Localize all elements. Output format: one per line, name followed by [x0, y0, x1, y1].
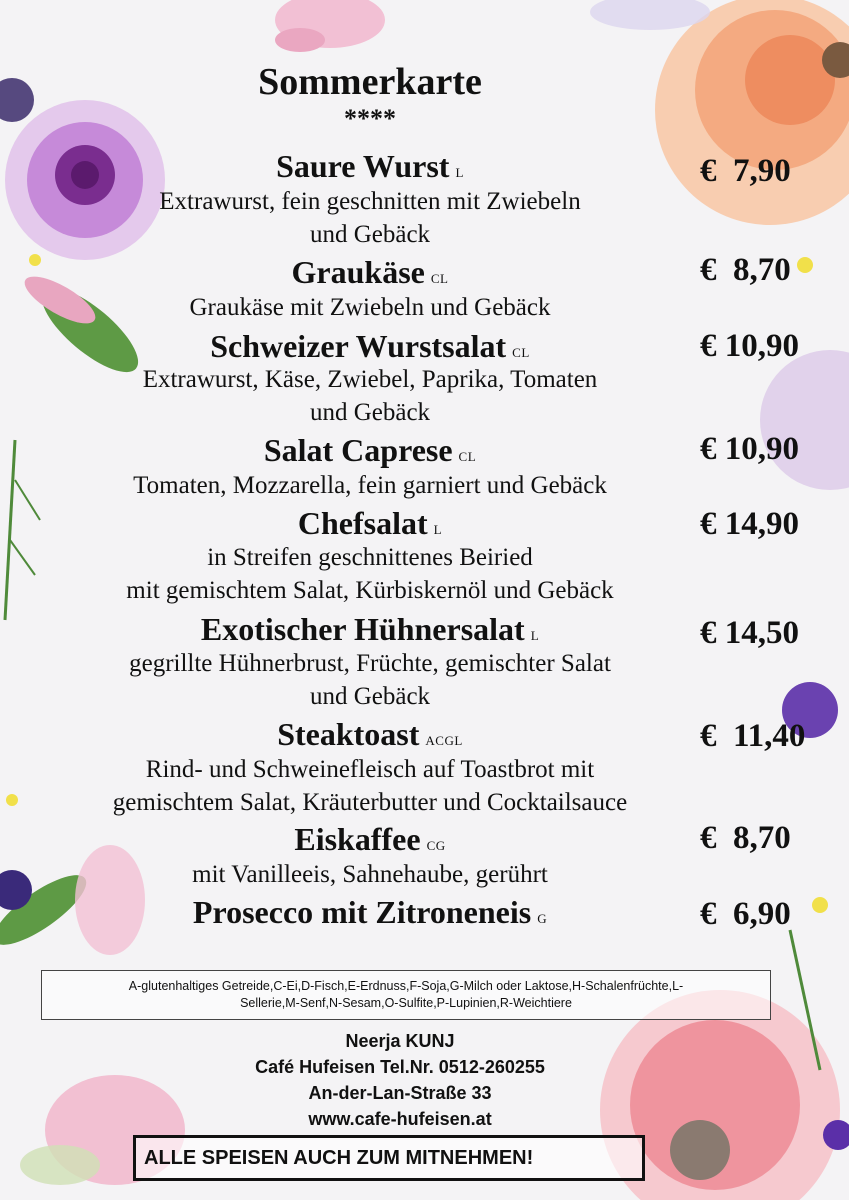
menu-item-desc: Graukäse mit Zwiebeln und Gebäck: [189, 294, 551, 321]
menu-item-desc: gegrillte Hühnerbrust, Früchte, gemischter Salat: [129, 650, 611, 677]
item-name-text: Saure Wurst: [276, 148, 450, 184]
menu-item-desc: Extrawurst, Käse, Zwiebel, Paprika, Tomaten: [142, 366, 598, 393]
allergen-code: L: [455, 165, 464, 180]
allergen-code: G: [537, 911, 548, 926]
cafe-address: An-der-Lan-Straße 33: [308, 1083, 492, 1103]
allergen-code: L: [530, 628, 540, 643]
allergen-code: CL: [458, 449, 477, 464]
menu-item-desc: in Streifen geschnittenes Beiried: [207, 544, 533, 571]
allergen-code: L: [433, 522, 443, 537]
menu-item-price: € 7,90: [700, 153, 791, 189]
item-name-text: Chefsalat: [297, 505, 428, 541]
menu-item-desc: gemischtem Salat, Kräuterbutter und Cocktailsauce: [112, 789, 628, 816]
allergen-code: CG: [426, 838, 446, 853]
allergen-legend-line: Sellerie,M-Senf,N-Sesam,O-Sulfite,P-Lupinien,R-Weichtiere: [240, 996, 572, 1010]
menu-item-desc: Rind- und Schweinefleisch auf Toastbrot mit: [145, 756, 595, 783]
allergen-code: ACGL: [425, 733, 463, 748]
cafe-website[interactable]: www.cafe-hufeisen.at: [308, 1109, 492, 1129]
allergen-legend-line: A-glutenhaltiges Getreide,C-Ei,D-Fisch,E-Erdnuss,F-Soja,G-Milch oder Laktose,H-Schalenfrüchte,L-: [128, 979, 684, 993]
menu-item-desc: und Gebäck: [309, 221, 431, 248]
item-name-text: Schweizer Wurstsalat: [210, 328, 507, 364]
page-title: Sommerkarte: [258, 61, 482, 103]
menu-item-name: [60, 893, 680, 938]
menu-item-price: € 8,70: [700, 252, 791, 288]
menu-item-desc: und Gebäck: [309, 399, 431, 426]
allergen-legend: [41, 970, 771, 1020]
item-name-text: Eiskaffee: [294, 821, 421, 857]
takeaway-banner: ALLE SPEISEN AUCH ZUM MITNEHMEN!: [133, 1135, 645, 1181]
menu-item-desc: mit gemischtem Salat, Kürbiskernöl und Gebäck: [126, 577, 614, 604]
allergen-code: CL: [430, 271, 449, 286]
menu-item-desc: mit Vanilleeis, Sahnehaube, gerührt: [192, 861, 548, 888]
item-name-text: Salat Caprese: [263, 432, 453, 468]
menu-item-price: € 11,40: [700, 718, 806, 754]
item-name-text: Exotischer Hühnersalat: [200, 611, 525, 647]
item-name-text: Prosecco mit Zitroneneis: [192, 894, 532, 930]
title-stars: ****: [344, 104, 396, 133]
item-name-text: Steaktoast: [277, 716, 420, 752]
owner-name: Neerja KUNJ: [345, 1031, 455, 1051]
allergen-code: CL: [512, 345, 530, 360]
menu-item-price: € 14,90: [700, 506, 799, 542]
cafe-phone: Café Hufeisen Tel.Nr. 0512-260255: [255, 1057, 545, 1077]
menu-item-desc: Tomaten, Mozzarella, fein garniert und Gebäck: [133, 472, 607, 499]
menu-item-price: € 14,50: [700, 615, 799, 651]
menu-item-price: € 10,90: [700, 431, 799, 467]
menu-item-price: € 8,70: [700, 820, 791, 856]
menu-item-price: € 6,90: [700, 896, 791, 932]
menu-item-desc: und Gebäck: [309, 683, 431, 710]
menu-item-desc: Extrawurst, fein geschnitten mit Zwiebeln: [159, 188, 581, 215]
item-name-text: Graukäse: [291, 254, 425, 290]
menu-item-price: € 10,90: [700, 328, 799, 364]
